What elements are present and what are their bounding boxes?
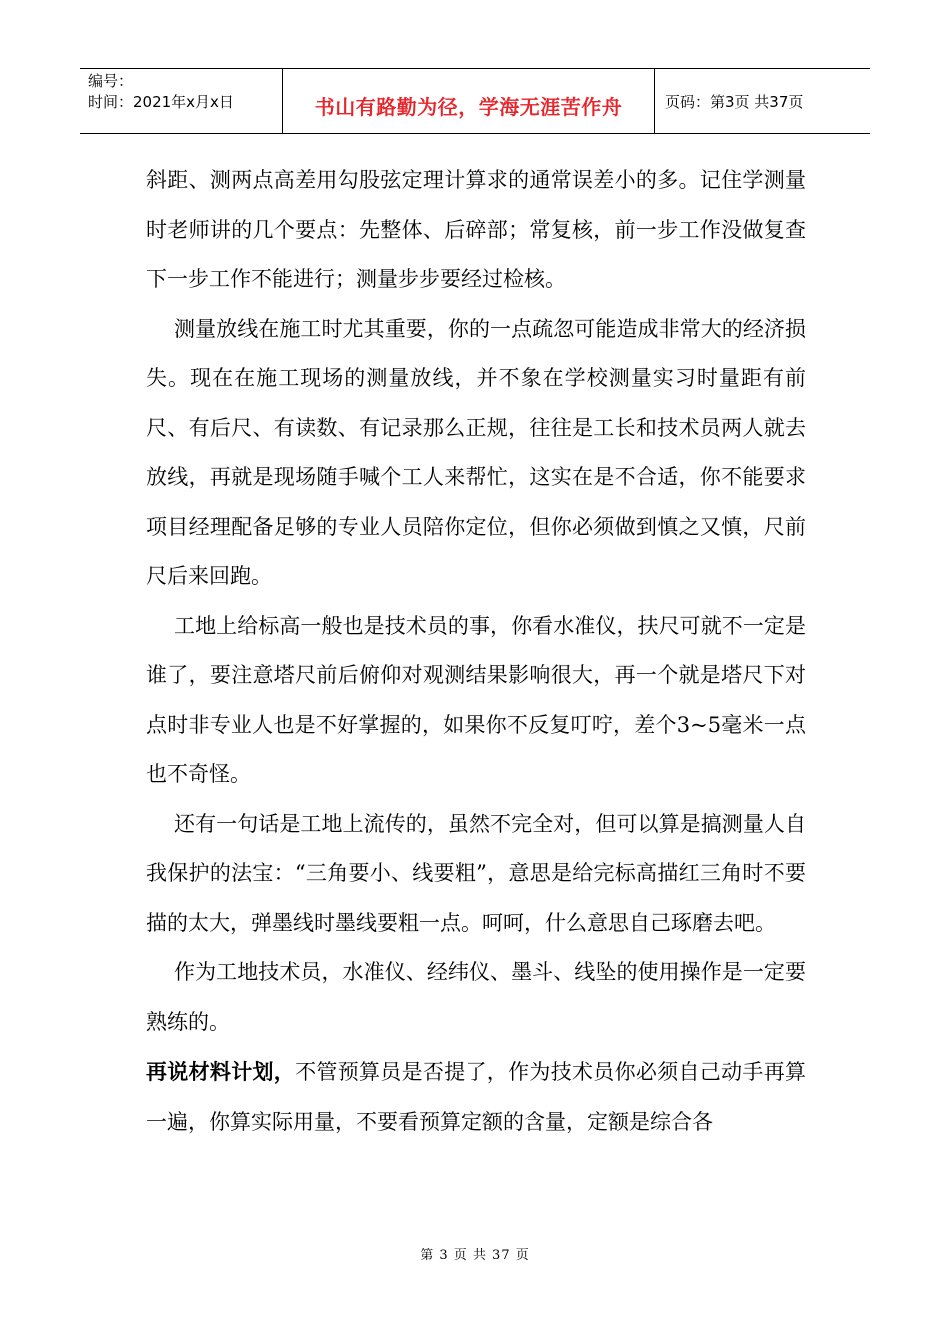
header-page-cell — [655, 69, 870, 133]
paragraph-4: 还有一句话是工地上流传的，虽然不完全对，但可以算是搞测量人自我保护的法宝：“三角要小、线要粗”，意思是给完标高描红三角时不要描的太大，弹墨线时墨线要粗一点。呵呵，什么意思自己琢磨去吧。 — [146, 811, 806, 935]
paragraph-6-text: 不管预算员是否提了，作为技术员你必须自己动手再算一遍，你算实际用量，不要看预算定额的含量，定额是综合各 — [146, 1060, 807, 1134]
serial-number-label: 编号： — [88, 72, 134, 90]
paragraph-1: 斜距、测两点高差用勾股弦定理计算求的通常误差小的多。记住学测量时老师讲的几个要点：先整体、后碎部；常复核，前一步工作没做复查下一步工作不能进行；测量步步要经过检核。 — [146, 168, 806, 291]
page-footer — [0, 1244, 950, 1263]
motto-text: 书山有路勤为径，学海无涯苦作舟 — [314, 94, 623, 119]
page-info-text: 页码：第3页 共37页 — [665, 92, 804, 111]
header-motto-cell — [283, 69, 655, 133]
paragraph-6 — [146, 1047, 806, 1147]
paragraph-3: 工地上给标高一般也是技术员的事，你看水准仪，扶尺可就不一定是谁了，要注意塔尺前后俯仰对观测结果影响很大，再一个就是塔尺下对点时非专业人也是不好掌握的，如果你不反复叮咛，差个3~5毫米一点也不奇怪。 — [146, 613, 806, 786]
material-plan-heading: 再说材料计划， — [146, 1059, 296, 1084]
body-content — [146, 156, 806, 1147]
date-label: 时间：2021年x月x日 — [88, 93, 234, 111]
header-left-cell — [80, 69, 283, 133]
header-table — [80, 68, 870, 134]
paragraph-2: 测量放线在施工时尤其重要，你的一点疏忽可能造成非常大的经济损失。现在在施工现场的测量放线，并不象在学校测量实习时量距有前尺、有后尺、有读数、有记录那么正规，往往是工长和技术员两人就去放线，再就是现场随手喊个工人来帮忙，这实在是不合适，你不能要求项目经理配备足够的专业人员陪你定位，但你必须做到慎之又慎，尺前尺后来回跑。 — [146, 316, 806, 588]
footer-page-number: 第 3 页 共 37 页 — [420, 1248, 530, 1263]
paragraph-5: 作为工地技术员，水准仪、经纬仪、墨斗、线坠的使用操作是一定要熟练的。 — [146, 960, 806, 1034]
